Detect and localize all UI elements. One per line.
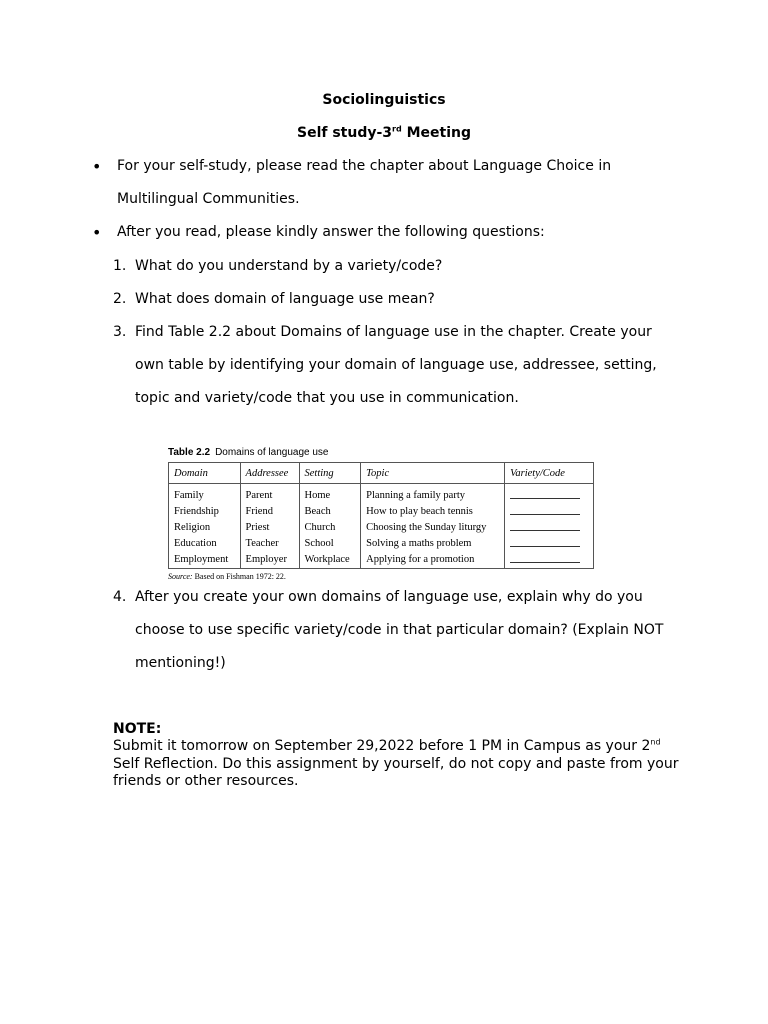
question-4-line-3: mentioning!) xyxy=(135,655,226,671)
table-cell-blank xyxy=(505,519,594,535)
bullet-1-line-2: Multilingual Communities. xyxy=(117,191,300,207)
question-2-text: What does domain of language use mean? xyxy=(135,291,435,307)
table-row xyxy=(169,484,594,504)
note-body xyxy=(113,738,683,791)
table-source-text: Based on Fishman 1972: 22. xyxy=(194,572,286,581)
table-cell-blank xyxy=(505,484,594,504)
question-number: 2. xyxy=(113,291,127,307)
page-title: Sociolinguistics xyxy=(322,92,446,108)
table-cell-blank xyxy=(505,535,594,551)
table-cell: Workplace xyxy=(299,551,361,569)
question-number: 4. xyxy=(113,589,127,605)
table-cell: Church xyxy=(299,519,361,535)
table-source-label: Source: xyxy=(168,572,193,581)
table-cell: Employment xyxy=(169,551,241,569)
table-cell: Home xyxy=(299,484,361,504)
note-superscript: nd xyxy=(650,737,661,747)
subtitle-main: Self study-3 xyxy=(297,125,393,141)
table-cell-blank xyxy=(505,551,594,569)
table-caption xyxy=(168,447,598,458)
table-cell: Friend xyxy=(240,503,299,519)
table-row xyxy=(169,503,594,519)
bullet-marker: • xyxy=(92,157,102,176)
table-cell: Teacher xyxy=(240,535,299,551)
table-header-cell: Setting xyxy=(299,463,361,484)
table-header-cell: Variety/Code xyxy=(505,463,594,484)
question-number: 1. xyxy=(113,258,127,274)
table-cell: School xyxy=(299,535,361,551)
table-cell: Parent xyxy=(240,484,299,504)
table-source xyxy=(168,572,598,581)
table-header-cell: Topic xyxy=(361,463,505,484)
table-cell: Priest xyxy=(240,519,299,535)
table-cell-blank xyxy=(505,503,594,519)
table-header-row xyxy=(169,463,594,484)
table-row xyxy=(169,551,594,569)
note-body-part-2: Self Reflection. Do this assignment by yourself, do not copy and paste from your friends or other resources. xyxy=(113,755,679,789)
table-row xyxy=(169,519,594,535)
question-3-line-2: own table by identifying your domain of language use, addressee, setting, xyxy=(135,357,657,373)
table-cell: Friendship xyxy=(169,503,241,519)
table-cell: Applying for a promotion xyxy=(361,551,505,569)
table-cell: Education xyxy=(169,535,241,551)
bullet-1-line-1: For your self-study, please read the chapter about Language Choice in xyxy=(117,158,612,174)
table-cell: How to play beach tennis xyxy=(361,503,505,519)
subtitle-rest: Meeting xyxy=(401,125,471,141)
question-1-text: What do you understand by a variety/code? xyxy=(135,258,443,274)
table-cell: Planning a family party xyxy=(361,484,505,504)
table-row xyxy=(169,535,594,551)
blank-line xyxy=(510,537,580,547)
blank-line xyxy=(510,521,580,531)
bullet-marker: • xyxy=(92,223,102,242)
blank-line xyxy=(510,553,580,563)
question-4-line-1: After you create your own domains of language use, explain why do you xyxy=(135,589,643,605)
table-cell: Employer xyxy=(240,551,299,569)
domains-table-figure xyxy=(168,447,598,581)
table-cell: Religion xyxy=(169,519,241,535)
bullet-2-line-1: After you read, please kindly answer the following questions: xyxy=(117,224,545,240)
table-caption-text: Domains of language use xyxy=(215,447,329,458)
note-heading: NOTE: xyxy=(113,721,162,737)
table-header-cell: Domain xyxy=(169,463,241,484)
question-3-line-3: topic and variety/code that you use in communication. xyxy=(135,390,519,406)
question-number: 3. xyxy=(113,324,127,340)
subtitle-superscript: rd xyxy=(392,124,402,134)
domains-table xyxy=(168,462,594,569)
table-header-cell: Addressee xyxy=(240,463,299,484)
question-3-line-1: Find Table 2.2 about Domains of language use in the chapter. Create your xyxy=(135,324,652,340)
page-subtitle xyxy=(0,125,768,141)
table-caption-label: Table 2.2 xyxy=(168,447,211,458)
table-cell: Family xyxy=(169,484,241,504)
question-4-line-2: choose to use specific variety/code in that particular domain? (Explain NOT xyxy=(135,622,664,638)
blank-line xyxy=(510,505,580,515)
table-cell: Choosing the Sunday liturgy xyxy=(361,519,505,535)
table-cell: Solving a maths problem xyxy=(361,535,505,551)
note-body-part-1: Submit it tomorrow on September 29,2022 before 1 PM in Campus as your 2 xyxy=(113,738,651,754)
table-cell: Beach xyxy=(299,503,361,519)
blank-line xyxy=(510,489,580,499)
